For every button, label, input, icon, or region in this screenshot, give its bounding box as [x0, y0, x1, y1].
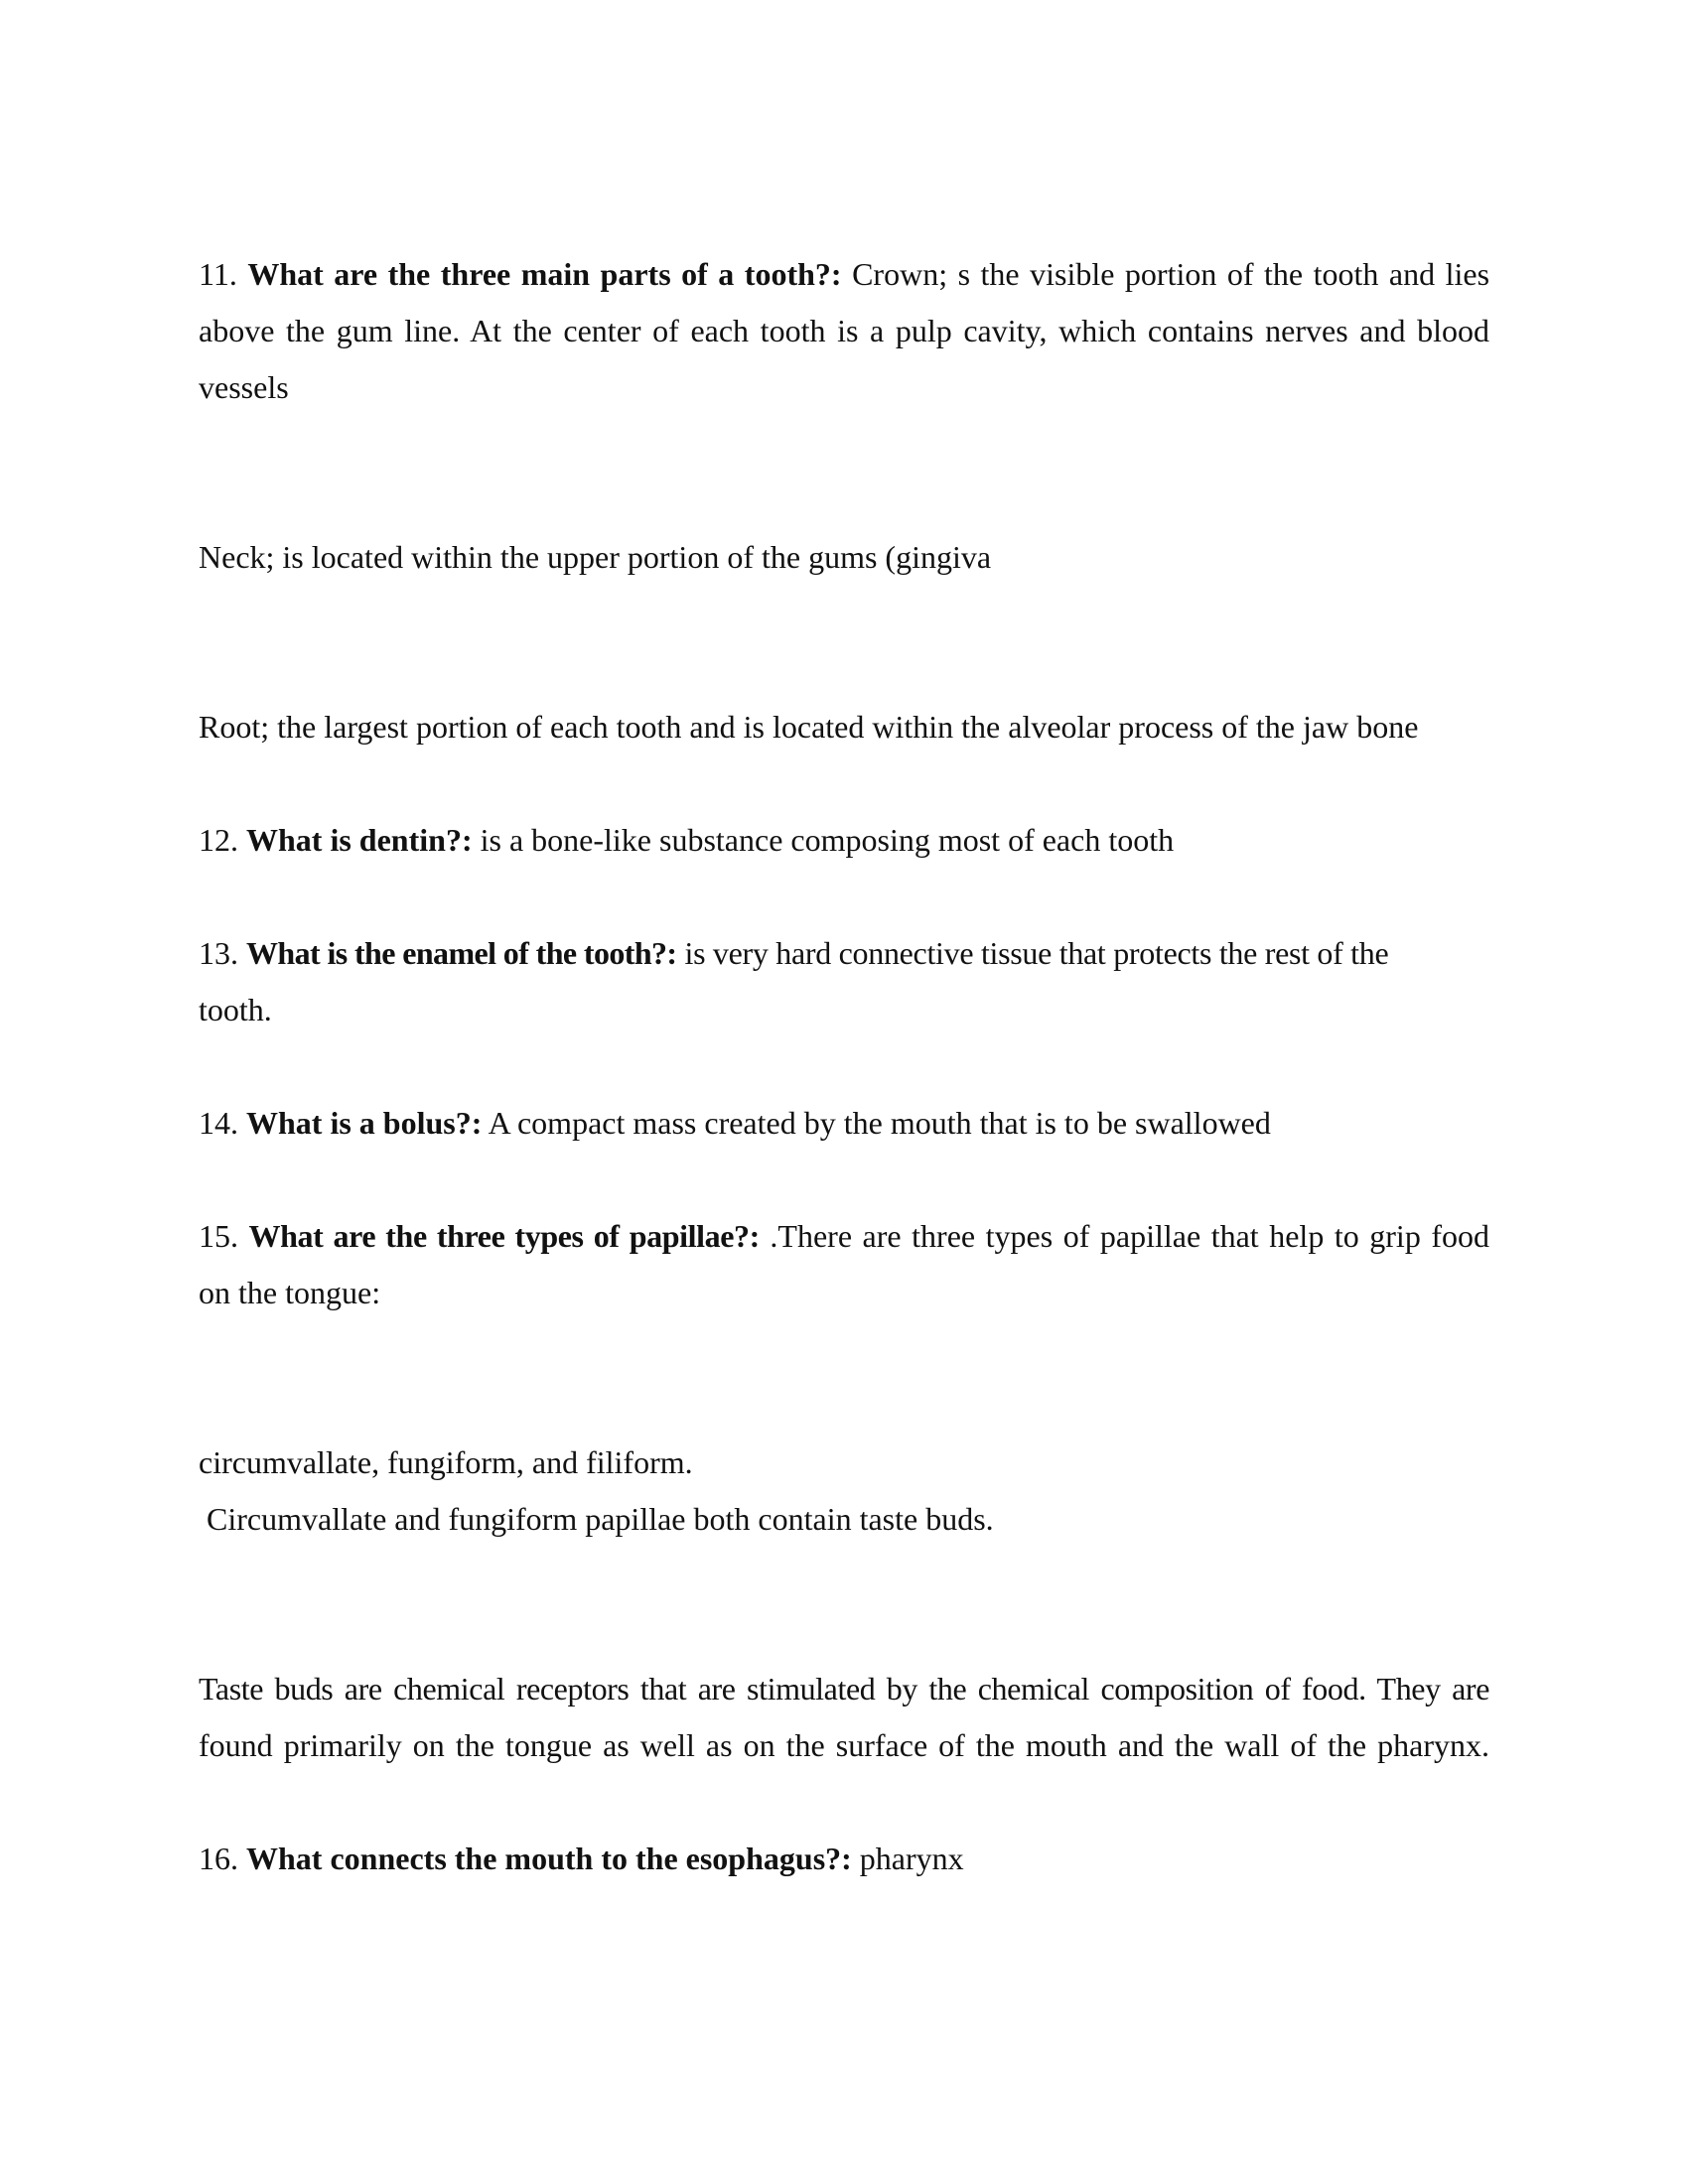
- q11-neck: Neck; is located within the upper portion of the gums (gingiva: [199, 539, 992, 575]
- q11-question: What are the three main parts of a tooth?:: [247, 256, 842, 292]
- q15-number: 15.: [199, 1218, 238, 1254]
- q13-number: 13.: [199, 935, 238, 971]
- q11-answer-line2: above the gum line. At the center of each tooth is a pulp cavity, which contains nerves and blood: [199, 313, 1489, 348]
- q16-question: What connects the mouth to the esophagus?:: [246, 1841, 852, 1876]
- q16-line: [199, 1839, 964, 1878]
- q13-question: What is the enamel of the tooth?:: [246, 935, 677, 971]
- q12-answer: is a bone-like substance composing most of each tooth: [480, 822, 1175, 858]
- q14-answer: A compact mass created by the mouth that is to be swallowed: [488, 1105, 1271, 1141]
- q11-answer-line3: vessels: [199, 369, 289, 405]
- q15-answer-line1: .There are three types of papillae that help to grip food: [770, 1218, 1490, 1254]
- q11-root: Root; the largest portion of each tooth and is located within the alveolar process of the jaw bone: [199, 709, 1419, 745]
- q15-line1: [199, 1216, 1489, 1256]
- q13-answer-line2: tooth.: [199, 992, 272, 1027]
- q15-types: circumvallate, fungiform, and filiform.: [199, 1444, 693, 1480]
- q12-number: 12.: [199, 822, 238, 858]
- q15-receptors-line1: Taste buds are chemical receptors that are stimulated by the chemical composition of food. They are: [199, 1671, 1489, 1706]
- q11-line1: [199, 254, 1489, 294]
- q14-number: 14.: [199, 1105, 238, 1141]
- q16-answer: pharynx: [859, 1841, 964, 1876]
- q15-question: What are the three types of papillae?:: [248, 1218, 760, 1254]
- q13-answer-line1: is very hard connective tissue that protects the rest of the: [684, 935, 1389, 971]
- q14-question: What is a bolus?:: [246, 1105, 483, 1141]
- q12-line: [199, 820, 1174, 860]
- q11-answer-line1: Crown; s the visible portion of the tooth and lies: [852, 256, 1490, 292]
- q11-number: 11.: [199, 256, 237, 292]
- q12-question: What is dentin?:: [246, 822, 473, 858]
- q15-answer-line2: on the tongue:: [199, 1275, 381, 1310]
- q15-taste-buds-note: Circumvallate and fungiform papillae both contain taste buds.: [207, 1501, 994, 1537]
- q14-line: [199, 1103, 1271, 1143]
- q13-line1: [199, 933, 1388, 973]
- q16-number: 16.: [199, 1841, 238, 1876]
- q15-receptors-line2: found primarily on the tongue as well as on the surface of the mouth and the wall of the pharynx.: [199, 1727, 1489, 1763]
